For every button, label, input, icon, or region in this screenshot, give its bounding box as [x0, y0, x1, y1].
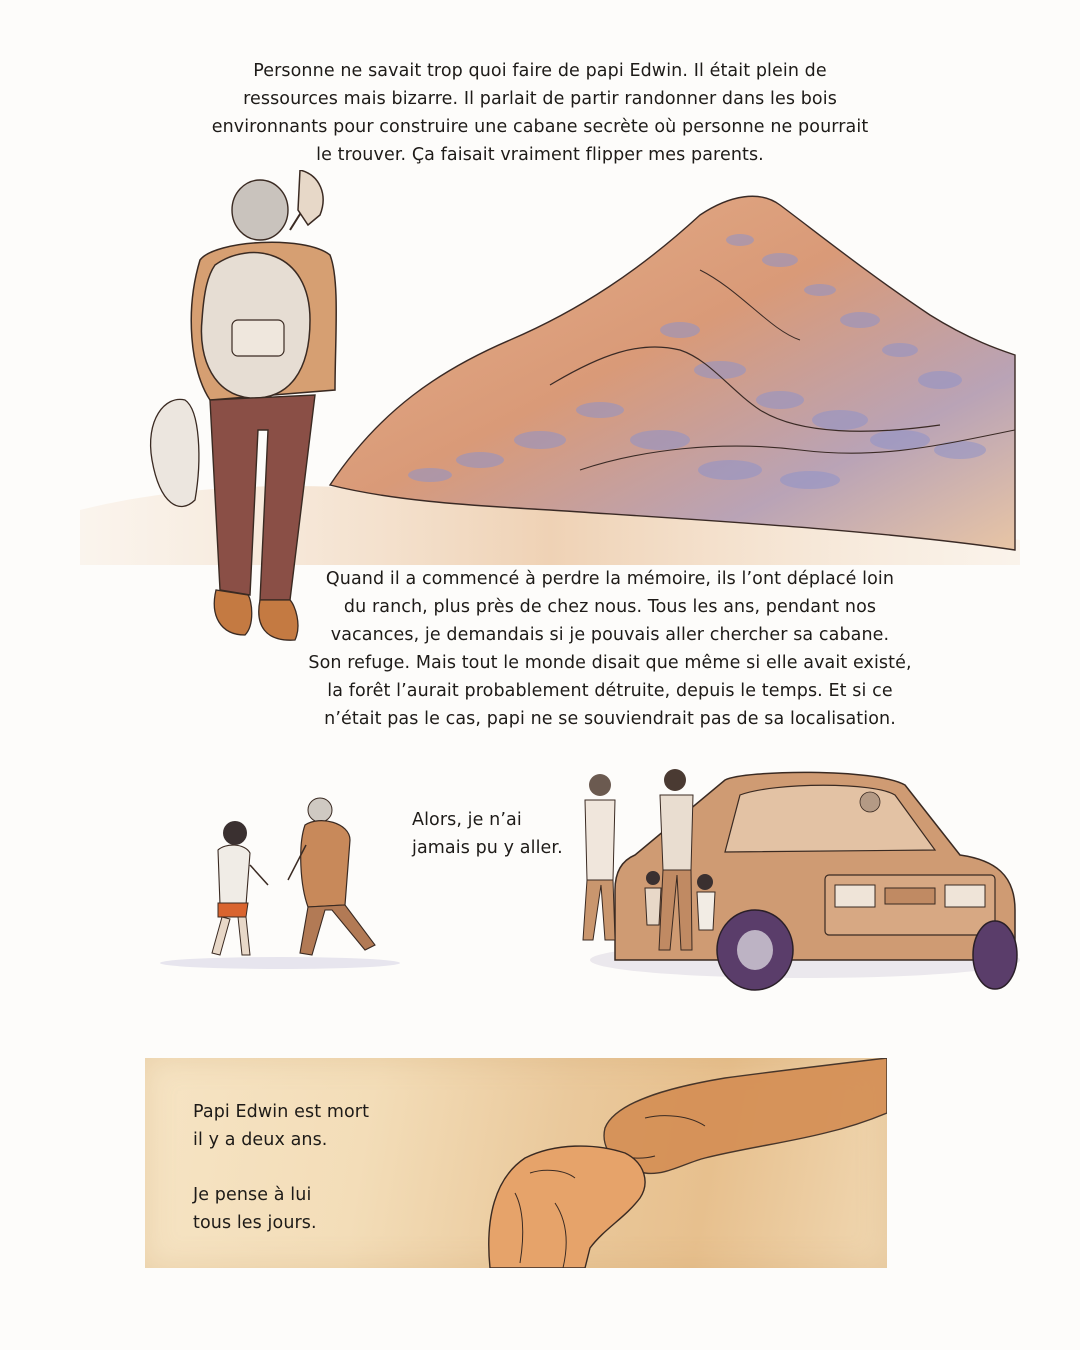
caption-line: le trouver. Ça faisait vraiment flipper mes parents. [316, 145, 764, 165]
caption-line: ressources mais bizarre. Il parlait de partir randonner dans les bois [243, 89, 837, 109]
caption-intro [200, 57, 880, 169]
caption-think [193, 1181, 317, 1237]
caption-line: n’était pas le cas, papi ne se souviendrait pas de sa localisation. [324, 709, 896, 729]
caption-line: Quand il a commencé à perdre la mémoire, ils l’ont déplacé loin [325, 569, 895, 589]
caption-line: du ranch, plus près de chez nous. Tous les ans, pendant nos [343, 597, 877, 617]
caption-line: Personne ne savait trop quoi faire de papi Edwin. Il était plein de [253, 61, 827, 81]
caption-line: la forêt l’aurait probablement détruite, depuis le temps. Et si ce [327, 681, 893, 701]
caption-died [193, 1098, 369, 1154]
caption-line: jamais pu y aller. [412, 838, 563, 858]
caption-line: Je pense à lui [193, 1185, 312, 1205]
truck-family-illustration [575, 760, 1020, 1005]
caption-line: Alors, je n’ai [412, 810, 522, 830]
caption-line: Papi Edwin est mort [193, 1102, 370, 1122]
caption-line: vacances, je demandais si je pouvais aller chercher sa cabane. [330, 625, 890, 645]
caption-line: il y a deux ans. [193, 1130, 328, 1150]
caption-line: tous les jours. [193, 1213, 317, 1233]
caption-line: Son refuge. Mais tout le monde disait que même si elle avait existé, [308, 653, 912, 673]
caption-never-went [412, 806, 563, 862]
bottom-panel [145, 1058, 887, 1268]
caption-line: environnants pour construire une cabane secrète où personne ne pourrait [211, 117, 869, 137]
child-and-grandpa-figures [160, 785, 400, 975]
caption-memory [300, 565, 920, 733]
